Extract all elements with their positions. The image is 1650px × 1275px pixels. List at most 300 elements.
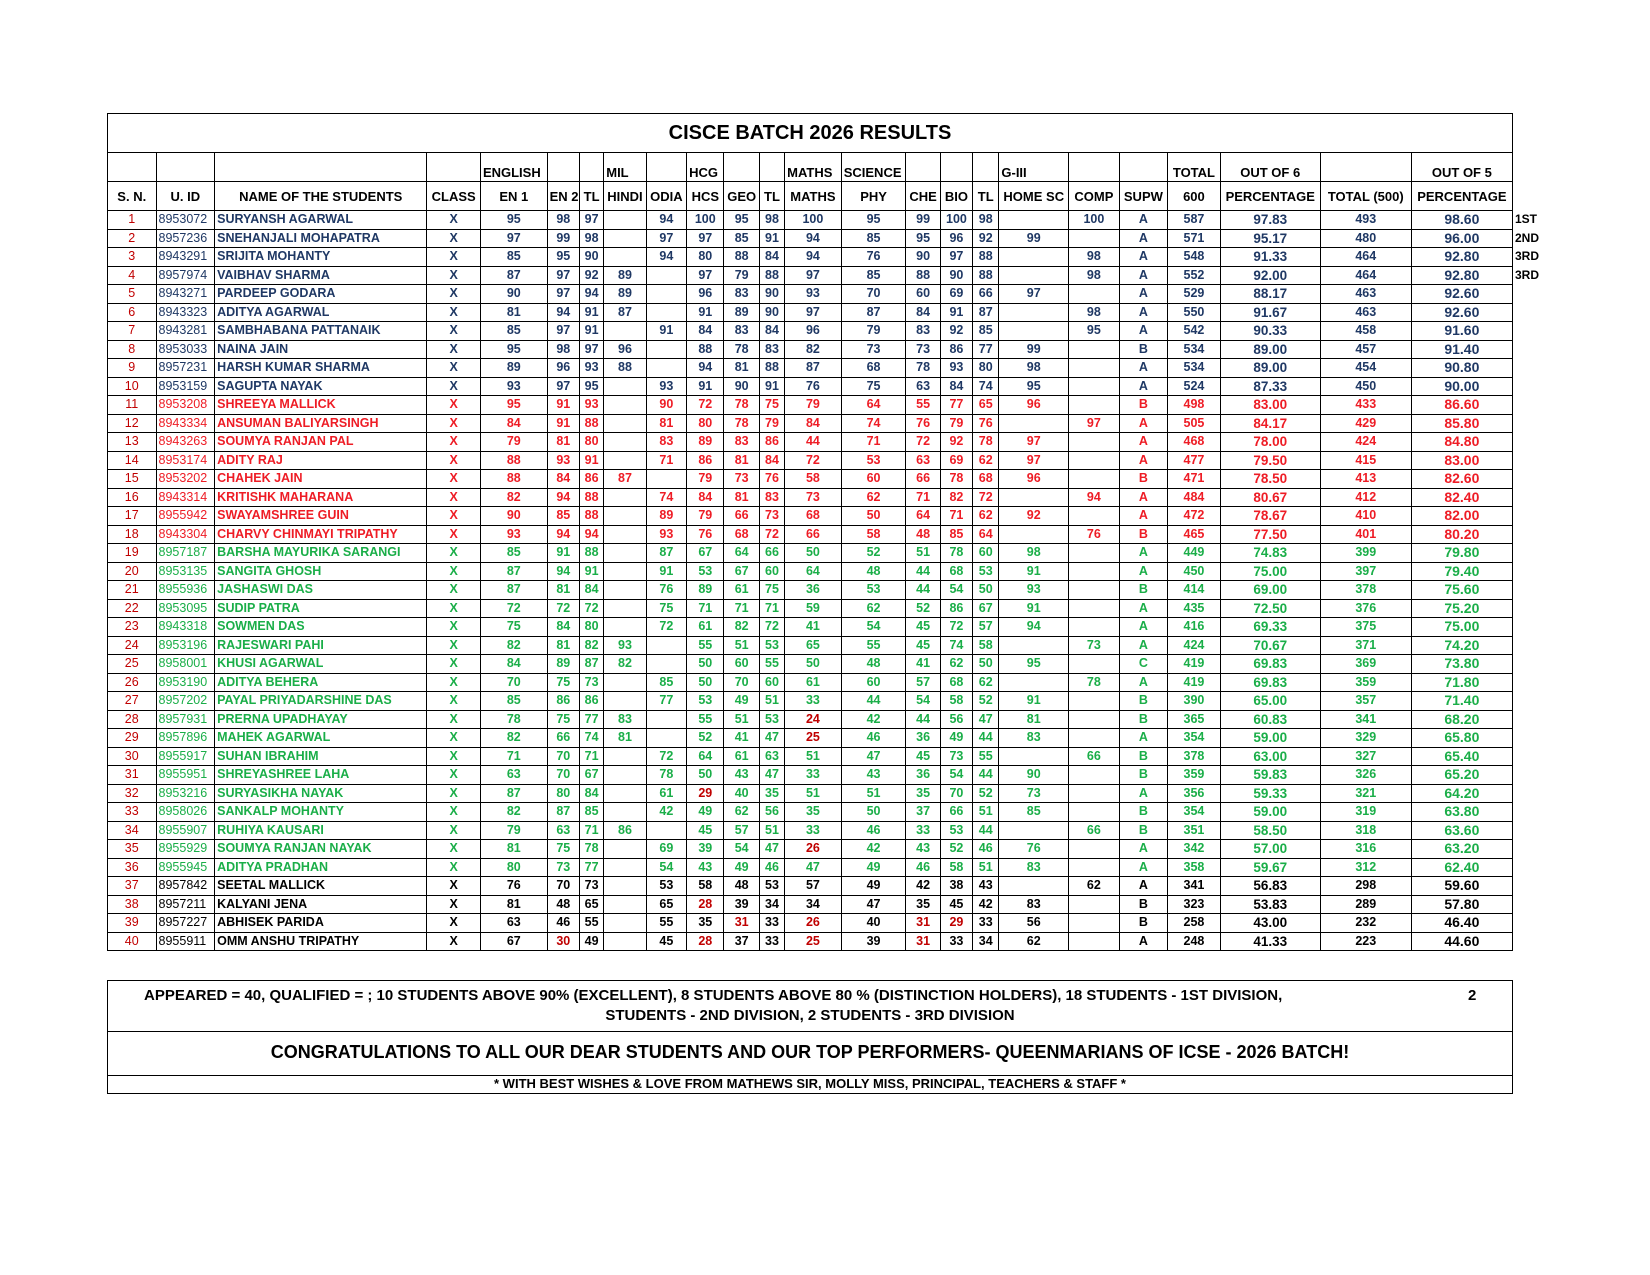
table-row xyxy=(108,729,1513,748)
percentage-out-of-5: 83.00 xyxy=(1411,451,1512,470)
mark-cell: 94 xyxy=(547,303,579,322)
student-name: PRERNA UPADHAYAY xyxy=(215,710,427,729)
mark-cell: 354 xyxy=(1168,729,1221,748)
mark-cell xyxy=(604,803,646,822)
serial-number: 17 xyxy=(108,507,157,526)
mark-cell: 87 xyxy=(841,303,906,322)
mark-cell: 232 xyxy=(1320,914,1411,933)
mark-cell: A xyxy=(1119,673,1168,692)
table-row xyxy=(108,396,1513,415)
mark-cell xyxy=(1069,581,1120,600)
serial-number: 10 xyxy=(108,377,157,396)
unique-id: 8943271 xyxy=(156,285,215,304)
unique-id: 8943318 xyxy=(156,618,215,637)
mark-cell: 54 xyxy=(841,618,906,637)
group-header-cell: SCIENCE xyxy=(841,153,906,182)
mark-cell: 95 xyxy=(480,211,547,230)
mark-cell xyxy=(604,840,646,859)
mark-cell: 35 xyxy=(906,784,940,803)
mark-cell: 414 xyxy=(1168,581,1221,600)
mark-cell: 91 xyxy=(579,322,603,341)
mark-cell: 97 xyxy=(547,322,579,341)
mark-cell: 63 xyxy=(759,747,784,766)
mark-cell: 86 xyxy=(579,470,603,489)
mark-cell: 83 xyxy=(604,710,646,729)
mark-cell: 376 xyxy=(1320,599,1411,618)
mark-cell: 37 xyxy=(906,803,940,822)
mark-cell: 35 xyxy=(687,914,724,933)
mark-cell: 90 xyxy=(480,507,547,526)
mark-cell: 397 xyxy=(1320,562,1411,581)
column-header-cell: TL xyxy=(759,182,784,211)
wishes-footer: * WITH BEST WISHES & LOVE FROM MATHEWS SIR, MOLLY MISS, PRINCIPAL, TEACHERS & STAFF * xyxy=(107,1075,1513,1094)
mark-cell: 84 xyxy=(480,414,547,433)
mark-cell xyxy=(1069,396,1120,415)
mark-cell: A xyxy=(1119,433,1168,452)
mark-cell: 53 xyxy=(940,821,972,840)
mark-cell: 44 xyxy=(785,433,842,452)
mark-cell: 71 xyxy=(940,507,972,526)
mark-cell: 98 xyxy=(547,340,579,359)
percentage-out-of-5: 91.40 xyxy=(1411,340,1512,359)
mark-cell: 95 xyxy=(547,248,579,267)
mark-cell: 100 xyxy=(1069,211,1120,230)
table-row xyxy=(108,211,1513,230)
mark-cell: 28 xyxy=(687,895,724,914)
mark-cell: 49 xyxy=(841,877,906,896)
table-row xyxy=(108,414,1513,433)
mark-cell: 378 xyxy=(1320,581,1411,600)
mark-cell: 53 xyxy=(759,710,784,729)
summary-line-2: STUDENTS - 2ND DIVISION, 2 STUDENTS - 3RD DIVISION xyxy=(605,1007,1015,1024)
mark-cell xyxy=(646,710,686,729)
group-header-cell xyxy=(108,153,157,182)
mark-cell: 35 xyxy=(906,895,940,914)
mark-cell: 72 xyxy=(940,618,972,637)
mark-cell: 97 xyxy=(1069,414,1120,433)
mark-cell: 29 xyxy=(687,784,724,803)
mark-cell: 72 xyxy=(646,747,686,766)
percentage-out-of-5: 82.40 xyxy=(1411,488,1512,507)
mark-cell: 73 xyxy=(999,784,1069,803)
percentage-out-of-6: 87.33 xyxy=(1220,377,1320,396)
mark-cell: X xyxy=(427,451,481,470)
mark-cell xyxy=(999,636,1069,655)
mark-cell: 74 xyxy=(940,636,972,655)
mark-cell: 79 xyxy=(785,396,842,415)
unique-id: 8957202 xyxy=(156,692,215,711)
mark-cell: 88 xyxy=(579,507,603,526)
table-row xyxy=(108,932,1513,951)
mark-cell: 42 xyxy=(646,803,686,822)
mark-cell: 51 xyxy=(724,710,759,729)
mark-cell: 41 xyxy=(906,655,940,674)
percentage-out-of-6: 92.00 xyxy=(1220,266,1320,285)
mark-cell: 61 xyxy=(646,784,686,803)
mark-cell: 79 xyxy=(759,414,784,433)
percentage-out-of-6: 69.33 xyxy=(1220,618,1320,637)
table-row xyxy=(108,803,1513,822)
percentage-out-of-5: 75.20 xyxy=(1411,599,1512,618)
mark-cell: 84 xyxy=(579,784,603,803)
percentage-out-of-6: 69.83 xyxy=(1220,655,1320,674)
mark-cell: 59 xyxy=(785,599,842,618)
mark-cell: 53 xyxy=(841,581,906,600)
mark-cell xyxy=(1069,803,1120,822)
mark-cell: 71 xyxy=(579,747,603,766)
column-header-cell: SUPW xyxy=(1119,182,1168,211)
mark-cell: A xyxy=(1119,562,1168,581)
percentage-out-of-6: 56.83 xyxy=(1220,877,1320,896)
mark-cell xyxy=(604,747,646,766)
mark-cell: A xyxy=(1119,285,1168,304)
mark-cell: 83 xyxy=(759,488,784,507)
mark-cell: 61 xyxy=(724,581,759,600)
mark-cell: 87 xyxy=(646,544,686,563)
mark-cell: 55 xyxy=(579,914,603,933)
mark-cell: 74 xyxy=(973,377,999,396)
mark-cell: 36 xyxy=(906,729,940,748)
mark-cell: 56 xyxy=(999,914,1069,933)
mark-cell: X xyxy=(427,766,481,785)
mark-cell: 53 xyxy=(973,562,999,581)
mark-cell: 91 xyxy=(547,396,579,415)
unique-id: 8955942 xyxy=(156,507,215,526)
mark-cell: 60 xyxy=(841,673,906,692)
mark-cell: A xyxy=(1119,266,1168,285)
mark-cell: 34 xyxy=(759,895,784,914)
mark-cell: 58 xyxy=(841,525,906,544)
mark-cell: 75 xyxy=(759,396,784,415)
group-header-cell xyxy=(940,153,972,182)
column-header-cell: EN 1 xyxy=(480,182,547,211)
table-row xyxy=(108,581,1513,600)
mark-cell: 52 xyxy=(973,692,999,711)
mark-cell: 90 xyxy=(906,248,940,267)
mark-cell xyxy=(1069,359,1120,378)
mark-cell xyxy=(1069,470,1120,489)
column-header-cell: U. ID xyxy=(156,182,215,211)
mark-cell: 321 xyxy=(1320,784,1411,803)
mark-cell: X xyxy=(427,562,481,581)
mark-cell: 64 xyxy=(724,544,759,563)
percentage-out-of-5: 80.20 xyxy=(1411,525,1512,544)
rank-label: 2ND xyxy=(1515,231,1540,245)
mark-cell: 66 xyxy=(973,285,999,304)
mark-cell: 31 xyxy=(724,914,759,933)
mark-cell: 96 xyxy=(940,229,972,248)
mark-cell: 76 xyxy=(785,377,842,396)
mark-cell: 81 xyxy=(480,840,547,859)
mark-cell: 412 xyxy=(1320,488,1411,507)
mark-cell: 54 xyxy=(724,840,759,859)
mark-cell: 72 xyxy=(547,599,579,618)
mark-cell: 90 xyxy=(724,377,759,396)
mark-cell: 82 xyxy=(785,340,842,359)
percentage-out-of-6: 78.00 xyxy=(1220,433,1320,452)
mark-cell: 91 xyxy=(999,599,1069,618)
summary-line-1: APPEARED = 40, QUALIFIED = ; 10 STUDENTS ABOVE 90% (EXCELLENT), 8 STUDENTS ABOVE 80 % (DISTINCTION HOLDERS), 18 STUDENTS - 1ST DIVISION, xyxy=(144,987,1283,1004)
percentage-out-of-6: 74.83 xyxy=(1220,544,1320,563)
mark-cell: 78 xyxy=(480,710,547,729)
mark-cell: 85 xyxy=(999,803,1069,822)
mark-cell: 587 xyxy=(1168,211,1221,230)
percentage-out-of-6: 75.00 xyxy=(1220,562,1320,581)
mark-cell: 81 xyxy=(547,433,579,452)
mark-cell: A xyxy=(1119,840,1168,859)
mark-cell: 100 xyxy=(940,211,972,230)
mark-cell: 39 xyxy=(841,932,906,951)
mark-cell: 84 xyxy=(547,618,579,637)
mark-cell: 96 xyxy=(547,359,579,378)
mark-cell xyxy=(999,211,1069,230)
mark-cell: 95 xyxy=(724,211,759,230)
mark-cell: 91 xyxy=(999,562,1069,581)
mark-cell: B xyxy=(1119,821,1168,840)
serial-number: 26 xyxy=(108,673,157,692)
percentage-out-of-5: 73.80 xyxy=(1411,655,1512,674)
mark-cell: 43 xyxy=(724,766,759,785)
mark-cell: 95 xyxy=(579,377,603,396)
student-name: HARSH KUMAR SHARMA xyxy=(215,359,427,378)
mark-cell: 33 xyxy=(906,821,940,840)
mark-cell xyxy=(1069,932,1120,951)
table-row xyxy=(108,507,1513,526)
mark-cell: A xyxy=(1119,729,1168,748)
mark-cell: 80 xyxy=(579,433,603,452)
mark-cell: 359 xyxy=(1168,766,1221,785)
mark-cell: 359 xyxy=(1320,673,1411,692)
mark-cell: B xyxy=(1119,396,1168,415)
serial-number: 7 xyxy=(108,322,157,341)
percentage-out-of-6: 69.83 xyxy=(1220,673,1320,692)
mark-cell: 51 xyxy=(724,636,759,655)
column-header-cell: NAME OF THE STUDENTS xyxy=(215,182,427,211)
unique-id: 8955951 xyxy=(156,766,215,785)
mark-cell: 99 xyxy=(999,340,1069,359)
mark-cell: 463 xyxy=(1320,303,1411,322)
unique-id: 8957974 xyxy=(156,266,215,285)
mark-cell: 82 xyxy=(604,655,646,674)
mark-cell: 82 xyxy=(480,729,547,748)
mark-cell xyxy=(999,673,1069,692)
student-name: JASHASWI DAS xyxy=(215,581,427,600)
mark-cell: X xyxy=(427,285,481,304)
mark-cell: A xyxy=(1119,784,1168,803)
unique-id: 8943304 xyxy=(156,525,215,544)
percentage-out-of-5: 98.60 xyxy=(1411,211,1512,230)
mark-cell: B xyxy=(1119,710,1168,729)
mark-cell: 87 xyxy=(480,562,547,581)
mark-cell: 47 xyxy=(759,729,784,748)
mark-cell xyxy=(999,248,1069,267)
mark-cell: 47 xyxy=(841,895,906,914)
unique-id: 8957231 xyxy=(156,359,215,378)
mark-cell: 84 xyxy=(759,451,784,470)
mark-cell: 57 xyxy=(906,673,940,692)
serial-number: 27 xyxy=(108,692,157,711)
mark-cell: 46 xyxy=(906,858,940,877)
mark-cell xyxy=(604,858,646,877)
unique-id: 8957931 xyxy=(156,710,215,729)
percentage-out-of-6: 89.00 xyxy=(1220,359,1320,378)
table-row xyxy=(108,784,1513,803)
mark-cell: 45 xyxy=(646,932,686,951)
student-name: SOWMEN DAS xyxy=(215,618,427,637)
mark-cell xyxy=(604,507,646,526)
mark-cell: 72 xyxy=(973,488,999,507)
percentage-out-of-6: 95.17 xyxy=(1220,229,1320,248)
mark-cell: 50 xyxy=(687,673,724,692)
mark-cell: 548 xyxy=(1168,248,1221,267)
mark-cell xyxy=(1069,229,1120,248)
mark-cell: 429 xyxy=(1320,414,1411,433)
mark-cell: 81 xyxy=(646,414,686,433)
mark-cell: 97 xyxy=(646,229,686,248)
student-name: VAIBHAV SHARMA xyxy=(215,266,427,285)
mark-cell: 75 xyxy=(646,599,686,618)
mark-cell: 75 xyxy=(547,673,579,692)
mark-cell: 67 xyxy=(579,766,603,785)
mark-cell: 89 xyxy=(604,266,646,285)
table-row xyxy=(108,618,1513,637)
serial-number: 28 xyxy=(108,710,157,729)
mark-cell: 48 xyxy=(906,525,940,544)
mark-cell: 326 xyxy=(1320,766,1411,785)
mark-cell: 87 xyxy=(547,803,579,822)
percentage-out-of-6: 69.00 xyxy=(1220,581,1320,600)
serial-number: 25 xyxy=(108,655,157,674)
serial-number: 34 xyxy=(108,821,157,840)
mark-cell: 94 xyxy=(579,285,603,304)
mark-cell: 329 xyxy=(1320,729,1411,748)
mark-cell: 84 xyxy=(687,322,724,341)
student-name: SOUMYA RANJAN NAYAK xyxy=(215,840,427,859)
serial-number: 6 xyxy=(108,303,157,322)
mark-cell: 62 xyxy=(724,803,759,822)
mark-cell: 54 xyxy=(940,766,972,785)
table-row xyxy=(108,858,1513,877)
percentage-out-of-5: 90.80 xyxy=(1411,359,1512,378)
unique-id: 8957236 xyxy=(156,229,215,248)
mark-cell xyxy=(1069,451,1120,470)
mark-cell: 57 xyxy=(724,821,759,840)
mark-cell: 79 xyxy=(724,266,759,285)
congratulations-banner: CONGRATULATIONS TO ALL OUR DEAR STUDENTS AND OUR TOP PERFORMERS- QUEENMARIANS OF ICSE - 2026 BATCH! xyxy=(107,1030,1513,1076)
mark-cell: X xyxy=(427,858,481,877)
mark-cell: 85 xyxy=(579,803,603,822)
unique-id: 8953072 xyxy=(156,211,215,230)
mark-cell: 78 xyxy=(724,414,759,433)
mark-cell: A xyxy=(1119,248,1168,267)
student-name: KALYANI JENA xyxy=(215,895,427,914)
mark-cell: 92 xyxy=(973,229,999,248)
mark-cell xyxy=(1069,858,1120,877)
mark-cell: 44 xyxy=(906,562,940,581)
mark-cell: 82 xyxy=(480,488,547,507)
column-header-cell: S. N. xyxy=(108,182,157,211)
unique-id: 8953095 xyxy=(156,599,215,618)
percentage-out-of-6: 79.50 xyxy=(1220,451,1320,470)
mark-cell: 72 xyxy=(906,433,940,452)
mark-cell: A xyxy=(1119,322,1168,341)
mark-cell xyxy=(604,932,646,951)
percentage-out-of-6: 78.67 xyxy=(1220,507,1320,526)
student-name: ADITY RAJ xyxy=(215,451,427,470)
mark-cell xyxy=(1069,544,1120,563)
mark-cell: 45 xyxy=(906,636,940,655)
mark-cell: 85 xyxy=(841,266,906,285)
mark-cell: 524 xyxy=(1168,377,1221,396)
mark-cell: 97 xyxy=(547,266,579,285)
percentage-out-of-6: 60.83 xyxy=(1220,710,1320,729)
percentage-out-of-5: 75.00 xyxy=(1411,618,1512,637)
mark-cell: 43 xyxy=(841,766,906,785)
mark-cell: 51 xyxy=(759,821,784,840)
mark-cell: 399 xyxy=(1320,544,1411,563)
mark-cell: 60 xyxy=(724,655,759,674)
mark-cell xyxy=(1069,618,1120,637)
mark-cell: 60 xyxy=(973,544,999,563)
mark-cell: 62 xyxy=(999,932,1069,951)
mark-cell: 31 xyxy=(906,932,940,951)
mark-cell: 53 xyxy=(841,451,906,470)
mark-cell: 47 xyxy=(841,747,906,766)
mark-cell: 85 xyxy=(547,507,579,526)
percentage-out-of-6: 59.67 xyxy=(1220,858,1320,877)
mark-cell: 298 xyxy=(1320,877,1411,896)
percentage-out-of-6: 53.83 xyxy=(1220,895,1320,914)
mark-cell: 44 xyxy=(973,766,999,785)
student-name: PAYAL PRIYADARSHINE DAS xyxy=(215,692,427,711)
student-name: ADITYA AGARWAL xyxy=(215,303,427,322)
serial-number: 22 xyxy=(108,599,157,618)
mark-cell: X xyxy=(427,599,481,618)
mark-cell: B xyxy=(1119,692,1168,711)
mark-cell: 36 xyxy=(906,766,940,785)
mark-cell: 42 xyxy=(841,710,906,729)
mark-cell: 67 xyxy=(724,562,759,581)
mark-cell: 28 xyxy=(687,932,724,951)
mark-cell: 354 xyxy=(1168,803,1221,822)
percentage-out-of-5: 64.20 xyxy=(1411,784,1512,803)
mark-cell: A xyxy=(1119,599,1168,618)
mark-cell: 94 xyxy=(547,562,579,581)
column-header-cell: TL xyxy=(973,182,999,211)
mark-cell: 33 xyxy=(759,932,784,951)
mark-cell: 472 xyxy=(1168,507,1221,526)
mark-cell: 90 xyxy=(940,266,972,285)
mark-cell: X xyxy=(427,488,481,507)
mark-cell: 93 xyxy=(604,636,646,655)
mark-cell: 78 xyxy=(724,396,759,415)
mark-cell: 53 xyxy=(759,636,784,655)
mark-cell: 63 xyxy=(906,451,940,470)
table-row xyxy=(108,914,1513,933)
mark-cell: X xyxy=(427,211,481,230)
mark-cell: 91 xyxy=(759,377,784,396)
mark-cell: 45 xyxy=(687,821,724,840)
mark-cell: 29 xyxy=(940,914,972,933)
mark-cell: 61 xyxy=(785,673,842,692)
mark-cell: 97 xyxy=(940,248,972,267)
mark-cell: 69 xyxy=(646,840,686,859)
column-header-cell: COMP xyxy=(1069,182,1120,211)
mark-cell: 87 xyxy=(579,655,603,674)
mark-cell: 44 xyxy=(973,821,999,840)
mark-cell: 498 xyxy=(1168,396,1221,415)
mark-cell: 93 xyxy=(999,581,1069,600)
